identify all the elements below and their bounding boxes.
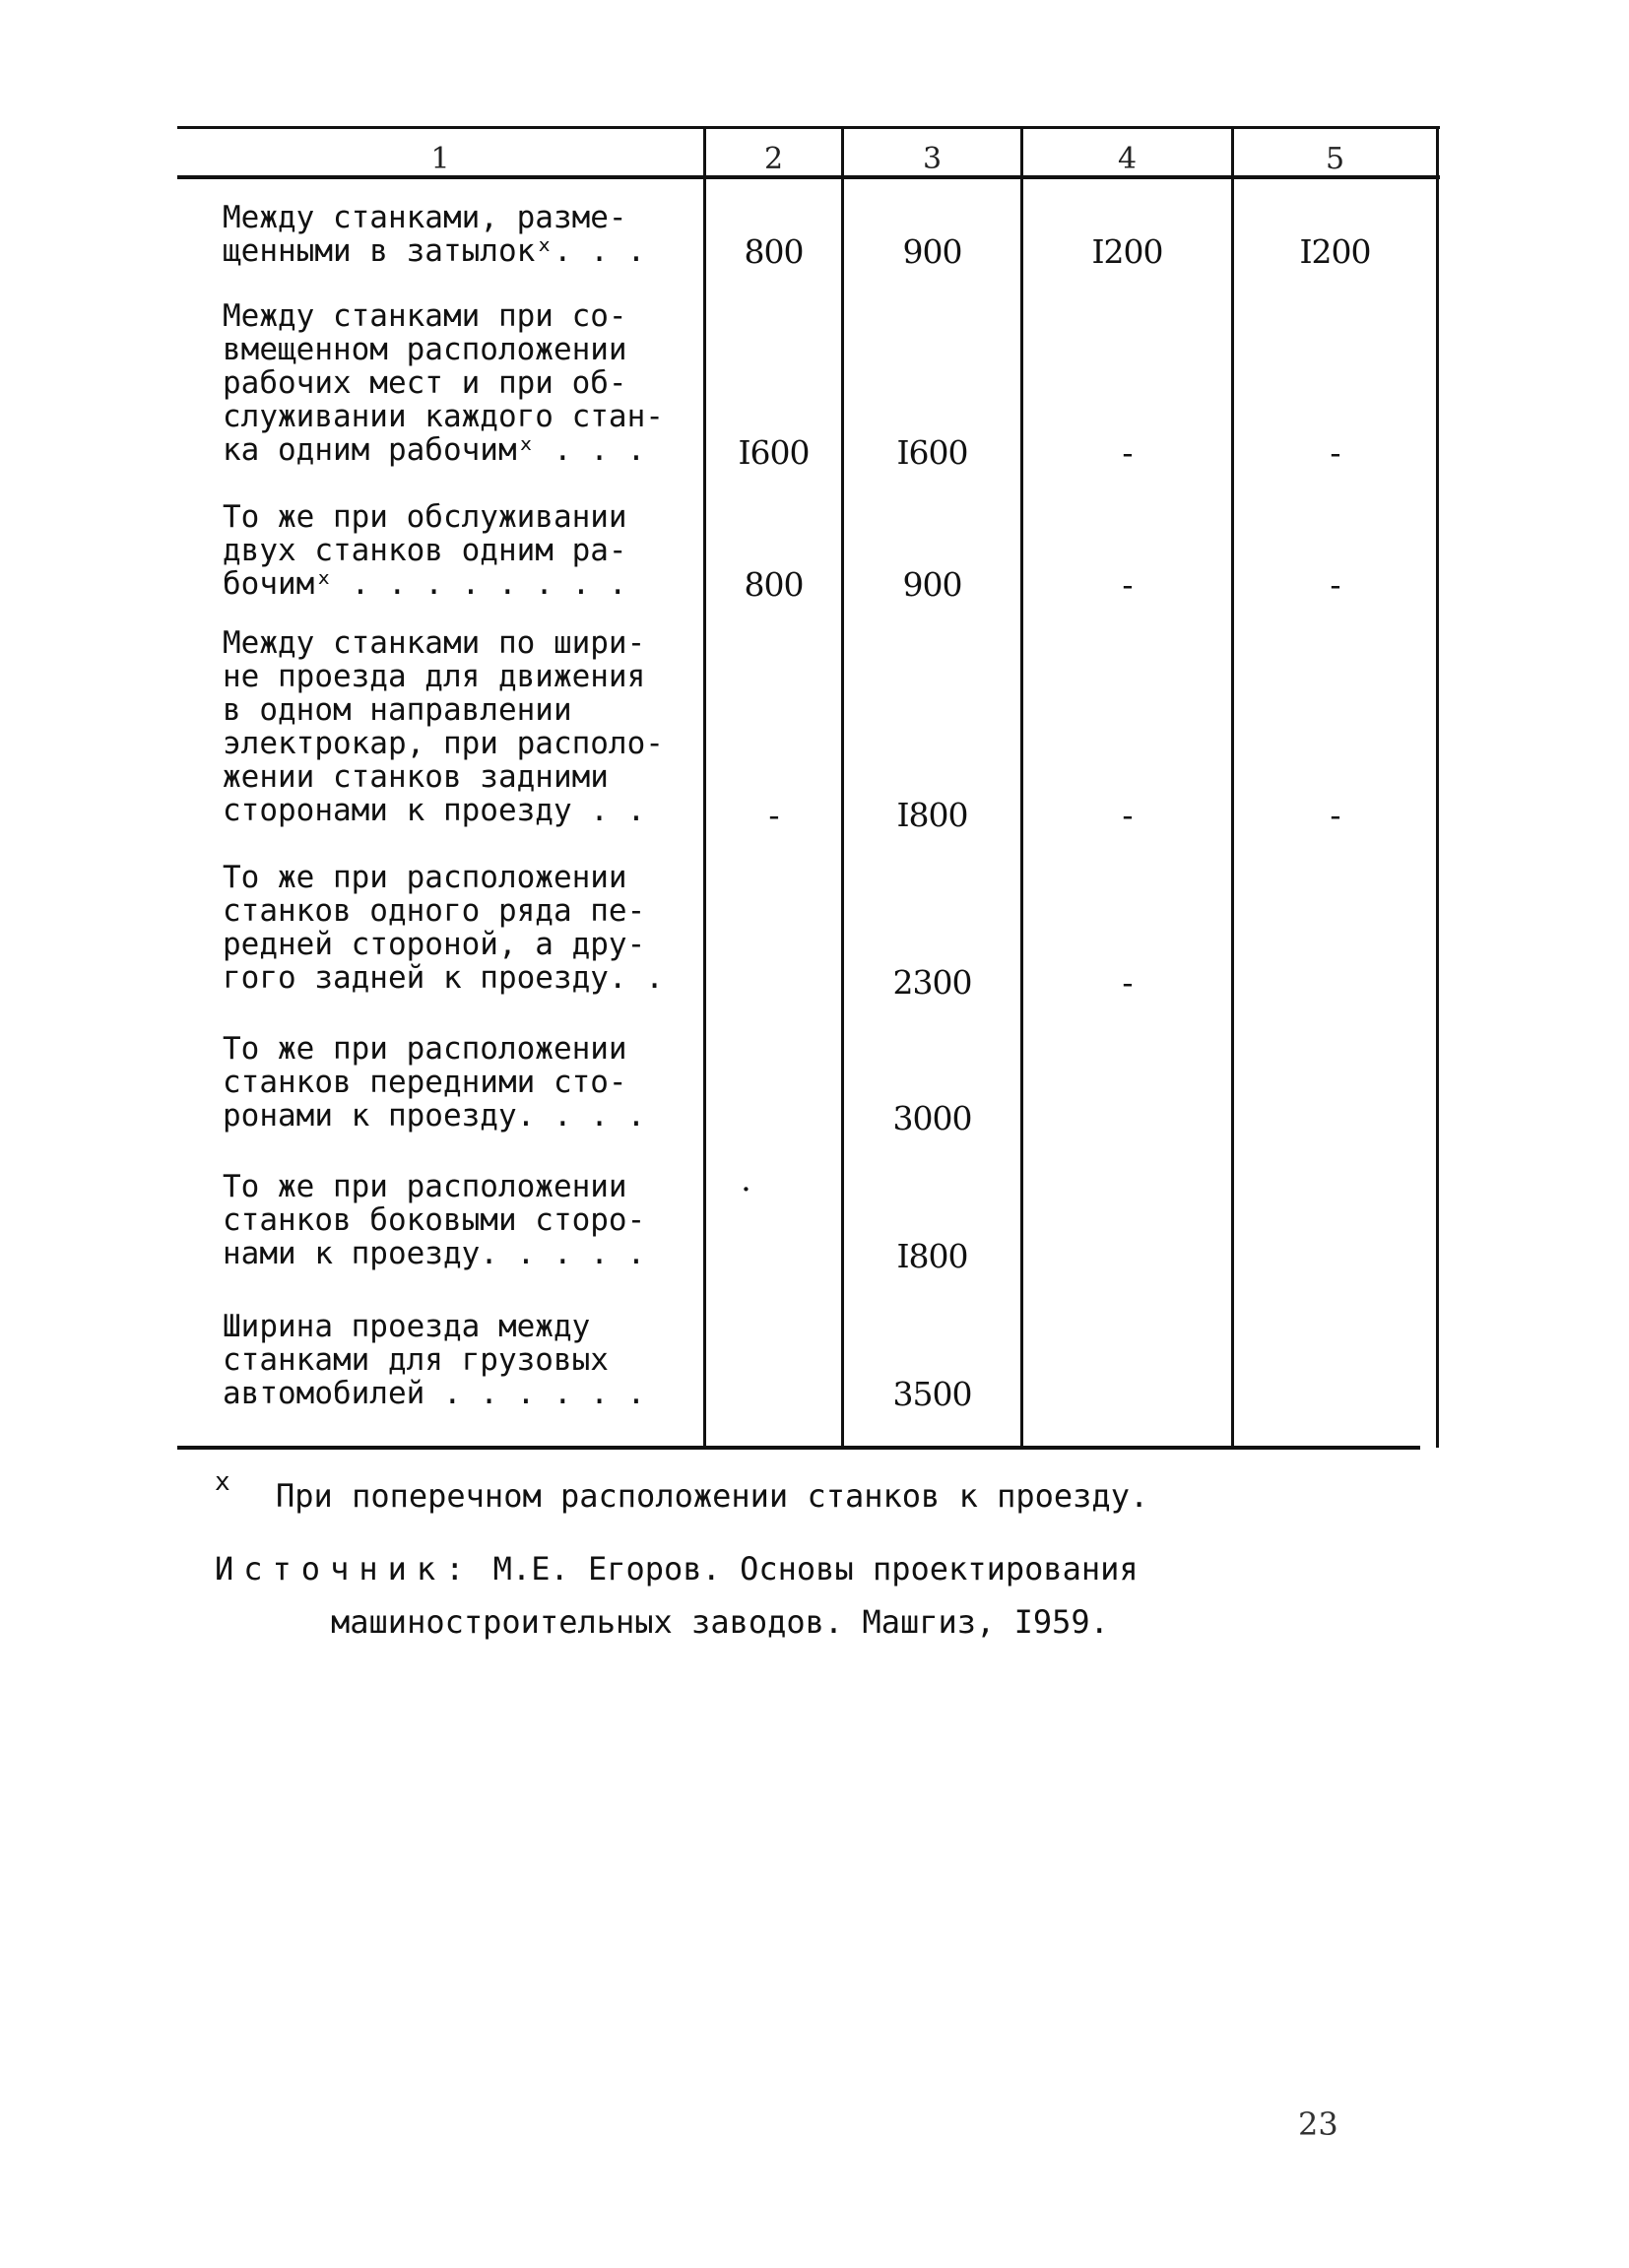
column-header: 5 — [1325, 142, 1345, 176]
table-cell: - — [1330, 565, 1340, 604]
table-cell: I800 — [896, 796, 968, 834]
table-cell: I800 — [896, 1237, 968, 1275]
column-header: 3 — [922, 142, 943, 176]
norms-table — [177, 126, 1438, 1458]
table-cell: 800 — [744, 565, 804, 604]
table-cell: 900 — [902, 565, 962, 604]
source-label: Источник: — [215, 1550, 475, 1588]
column-divider — [1020, 126, 1023, 1448]
table-cell: - — [1122, 433, 1133, 472]
table-cell: I600 — [896, 433, 968, 472]
row-label: Ширина проезда между станками для грузовых автомобилей . . . . . . — [223, 1309, 646, 1411]
table-cell: I600 — [738, 433, 810, 472]
table-cell: - — [1122, 963, 1133, 1002]
source-citation — [215, 1550, 1139, 1588]
row-label: Между станками по шири- не проезда для движения в одном направлении электрокар, при располо- жении станков задними сторонами к проезду . . — [223, 625, 664, 828]
table-cell: I200 — [1091, 232, 1163, 271]
table-cell: 800 — [744, 232, 804, 271]
table-cell: 900 — [902, 232, 962, 271]
column-header: 2 — [763, 142, 784, 176]
column-divider — [1231, 126, 1234, 1448]
table-cell: - — [768, 796, 779, 834]
column-divider — [1436, 126, 1439, 1448]
table-top-rule — [177, 126, 1440, 129]
row-label: То же при расположении станков передними сто- ронами к проезду. . . . — [223, 1031, 646, 1134]
footnote-mark: x — [215, 1467, 230, 1497]
table-cell: · — [741, 1170, 750, 1208]
row-label: То же при расположении станков боковыми сторо- нами к проезду. . . . . — [223, 1169, 646, 1271]
source-line-2: машиностроительных заводов. Машгиз, I959. — [331, 1603, 1109, 1641]
table-cell: 2300 — [892, 963, 972, 1002]
table-cell: I200 — [1299, 232, 1371, 271]
table-cell: - — [1122, 565, 1133, 604]
table-cell: - — [1330, 796, 1340, 834]
footnote-text: При поперечном расположении станков к проезду. — [276, 1477, 1149, 1515]
row-label: Между станками при со- вмещенном расположении рабочих мест и при об- служивании каждого стан- ка одним рабочимˣ . . . — [223, 298, 664, 468]
table-cell: - — [1122, 796, 1133, 834]
table-cell: 3000 — [892, 1099, 972, 1137]
column-header: 1 — [430, 142, 450, 176]
column-header: 4 — [1117, 142, 1138, 176]
row-label: То же при обслуживании двух станков одним ра- бочимˣ . . . . . . . . — [223, 499, 627, 602]
row-label: Между станками, разме- щенными в затылокˣ. . . — [223, 200, 646, 269]
row-label: То же при расположении станков одного ряда пе- редней стороной, а дру- гого задней к проезду. . — [223, 860, 664, 996]
table-cell: 3500 — [892, 1375, 972, 1413]
page-number: 23 — [1298, 2106, 1338, 2143]
table-cell: - — [1330, 433, 1340, 472]
source-line-1: М.Е. Егоров. Основы проектирования — [492, 1550, 1139, 1588]
